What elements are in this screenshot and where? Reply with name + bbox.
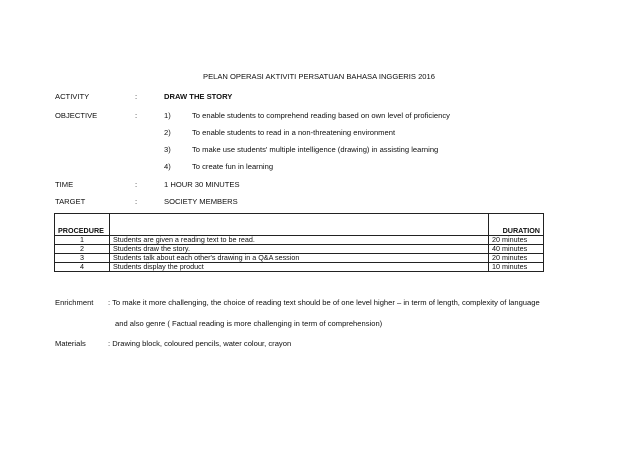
- objective-item-num: 1): [164, 111, 171, 120]
- objective-item-text: To make use students' multiple intelligence (drawing) in assisting learning: [192, 145, 439, 154]
- objective-separator: :: [135, 111, 138, 120]
- step-number: 4: [55, 263, 110, 272]
- step-duration: 20 minutes: [489, 236, 544, 245]
- step-text: Students display the product: [110, 263, 489, 272]
- procedure-table: [54, 213, 544, 272]
- time-value: 1 HOUR 30 MINUTES: [164, 180, 240, 189]
- time-label: TIME: [55, 180, 74, 189]
- table-row: [55, 263, 544, 272]
- enrichment-line-2: and also genre ( Factual reading is more challenging in term of comprehension): [115, 319, 383, 328]
- objective-item-num: 3): [164, 145, 171, 154]
- time-separator: :: [135, 180, 138, 189]
- objective-item-text: To create fun in learning: [192, 162, 274, 171]
- step-duration: 10 minutes: [489, 263, 544, 272]
- objective-item-text: To enable students to read in a non-threatening environment: [192, 128, 396, 137]
- objective-item-num: 4): [164, 162, 171, 171]
- header-blank: [110, 214, 489, 236]
- target-value: SOCIETY MEMBERS: [164, 197, 238, 206]
- objective-item-text: To enable students to comprehend reading based on own level of proficiency: [192, 111, 450, 120]
- table-header-row: [55, 214, 544, 236]
- step-text: Students are given a reading text to be read.: [110, 236, 489, 245]
- objective-label: OBJECTIVE: [55, 111, 98, 120]
- step-text: Students draw the story.: [110, 245, 489, 254]
- materials-label: Materials: [55, 339, 86, 348]
- enrichment-label: Enrichment: [55, 298, 94, 307]
- header-duration: DURATION: [489, 214, 544, 236]
- activity-value: DRAW THE STORY: [164, 92, 233, 101]
- page-title: PELAN OPERASI AKTIVITI PERSATUAN BAHASA INGGERIS 2016: [203, 72, 435, 81]
- table-row: [55, 245, 544, 254]
- target-label: TARGET: [55, 197, 86, 206]
- enrichment-line-1: : To make it more challenging, the choice of reading text should be of one level higher – in term of length, complexity of language: [108, 298, 540, 307]
- target-separator: :: [135, 197, 138, 206]
- table-row: [55, 254, 544, 263]
- step-number: 3: [55, 254, 110, 263]
- step-duration: 40 minutes: [489, 245, 544, 254]
- step-text: Students talk about each other's drawing in a Q&A session: [110, 254, 489, 263]
- step-number: 1: [55, 236, 110, 245]
- objective-item-num: 2): [164, 128, 171, 137]
- materials-value: : Drawing block, coloured pencils, water colour, crayon: [108, 339, 292, 348]
- header-procedure: PROCEDURE: [55, 214, 110, 236]
- activity-separator: :: [135, 92, 138, 101]
- table-row: [55, 236, 544, 245]
- step-number: 2: [55, 245, 110, 254]
- step-duration: 20 minutes: [489, 254, 544, 263]
- activity-label: ACTIVITY: [55, 92, 90, 101]
